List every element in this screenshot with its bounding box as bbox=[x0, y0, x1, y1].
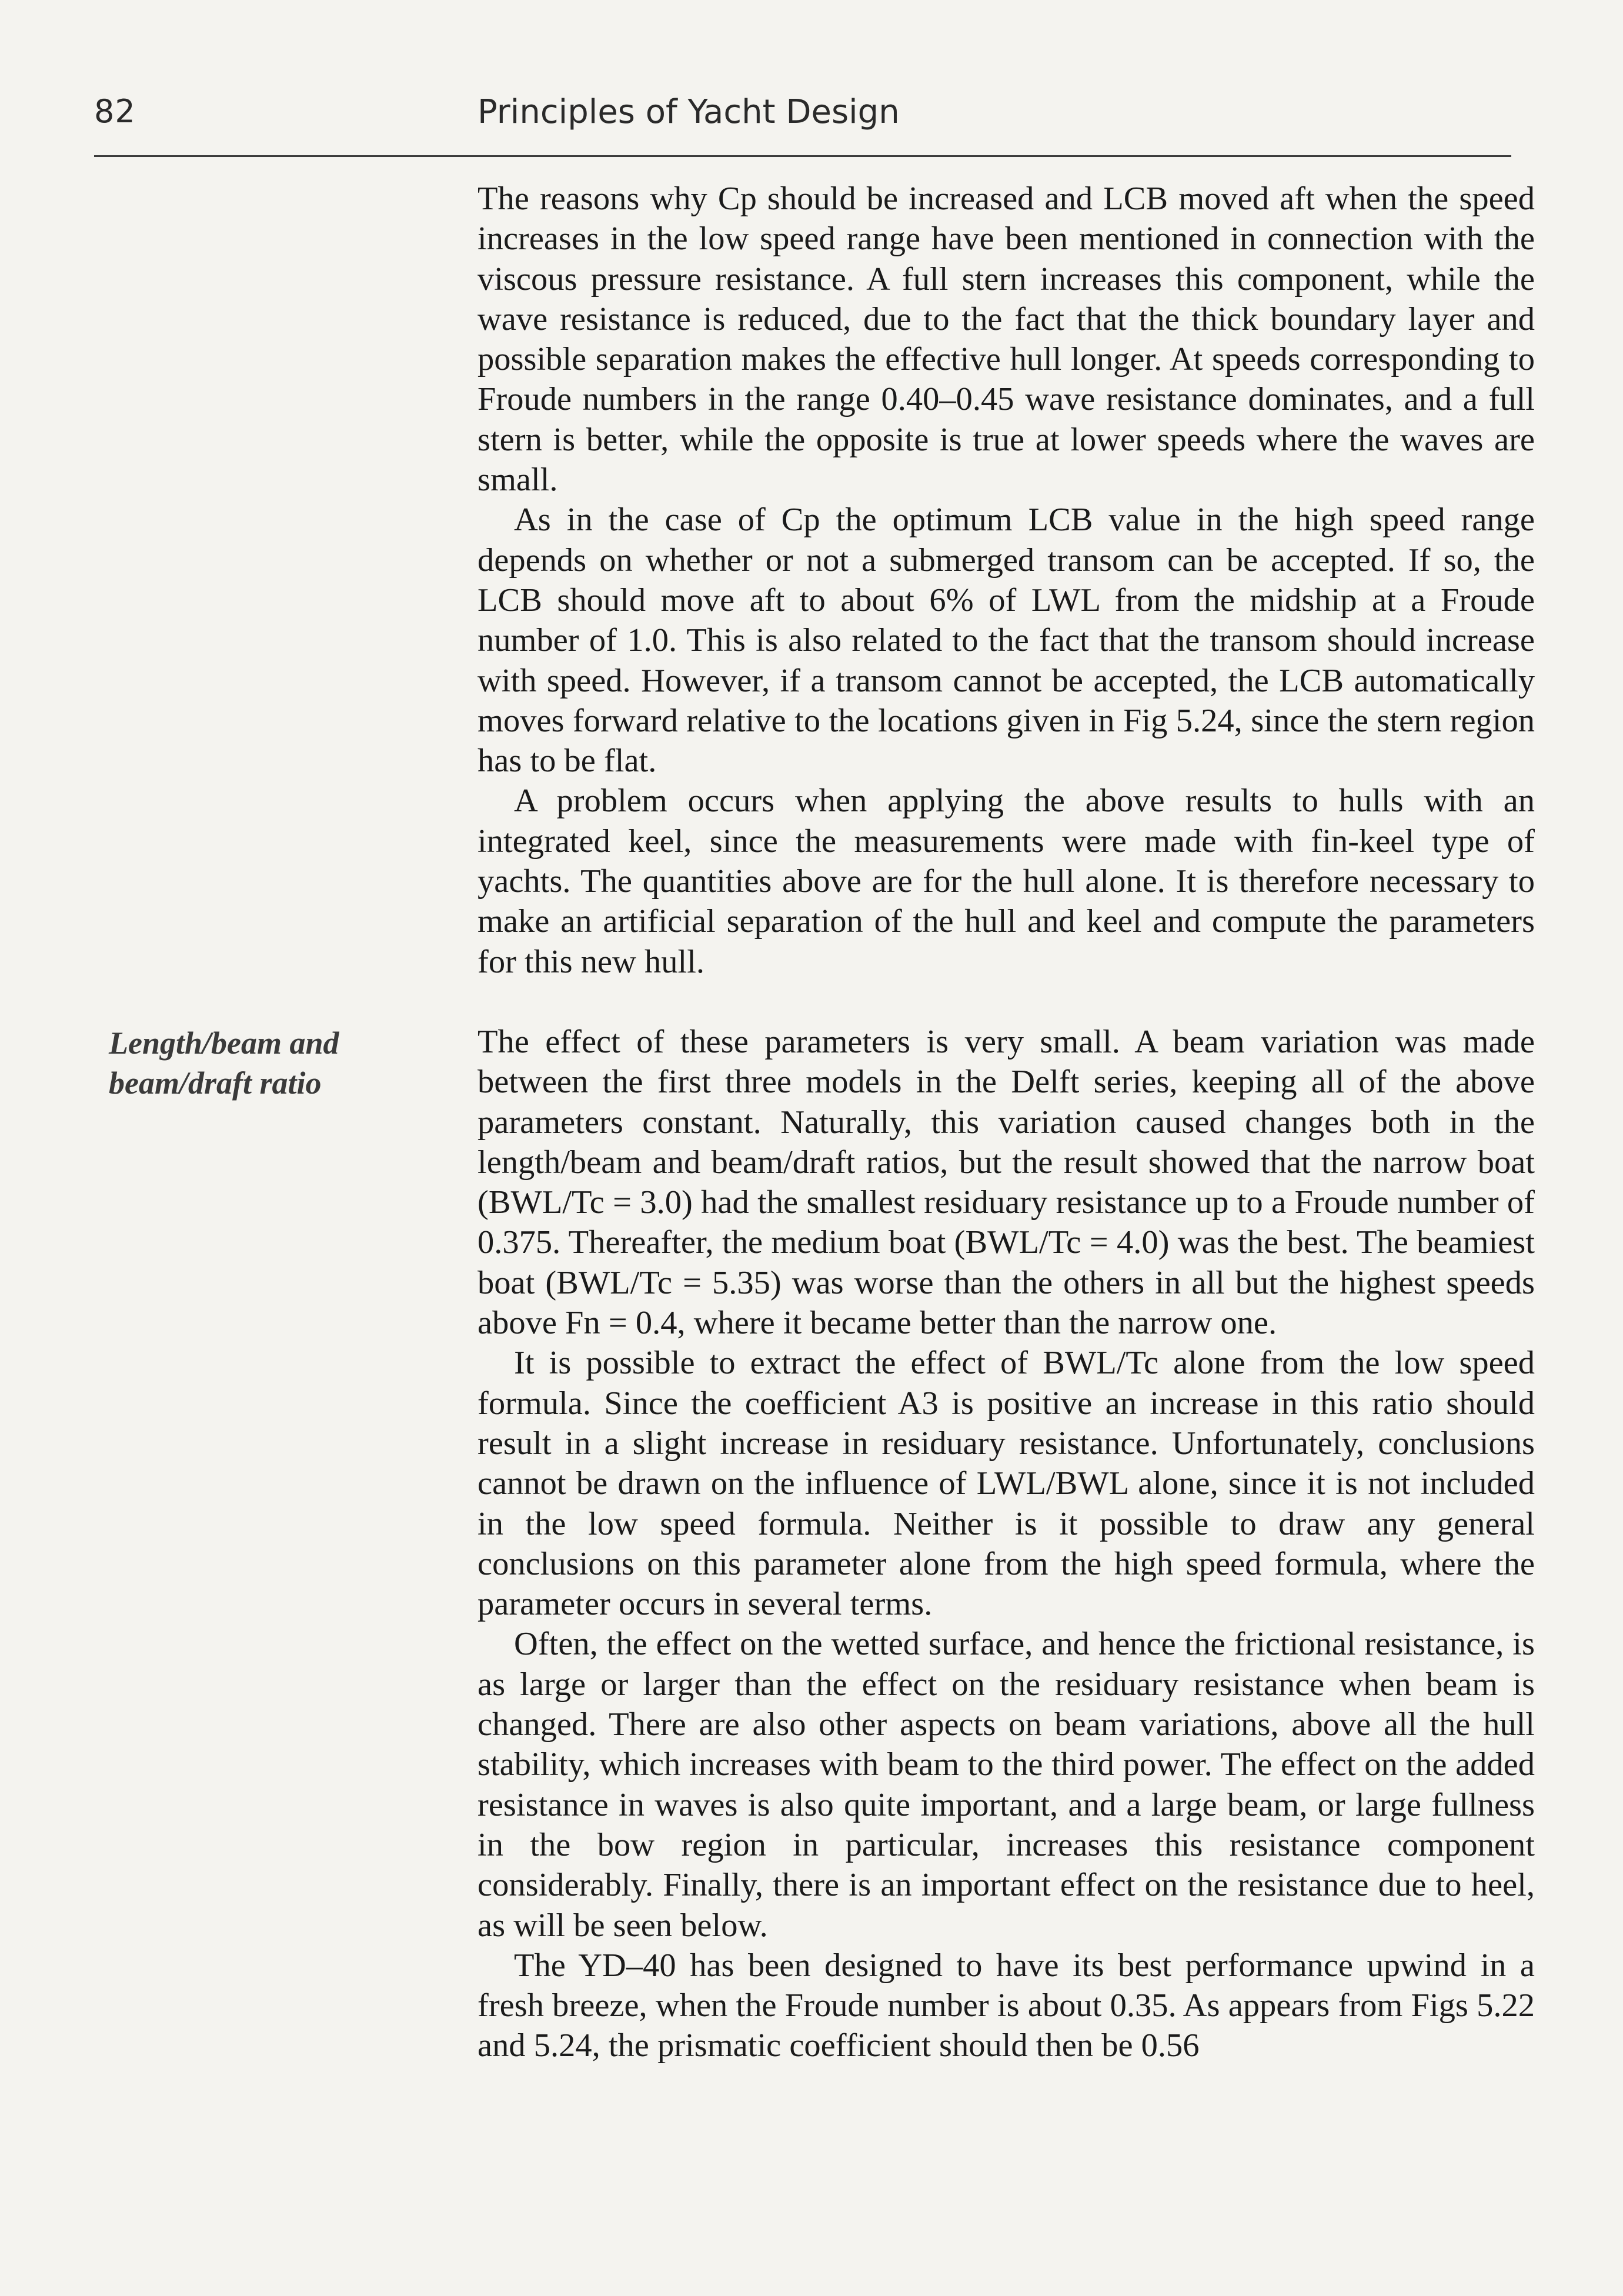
paragraph: The reasons why Cp should be increased and LCB moved aft when the speed increases in the low speed range have been mentioned in connection with the viscous pressure resistance. A full stern increases this component, while the wave resistance is reduced, due to the fact that the thick boundary layer and possible separation makes the effective hull longer. At speeds corresponding to Froude numbers in the range 0.40–0.45 wave resistance dominates, and a full stern is better, while the opposite is true at lower speeds where the waves are small. bbox=[477, 181, 1535, 499]
page-header bbox=[0, 0, 1623, 159]
paragraph: It is possible to extract the effect of BWL/Tc alone from the low speed formula. Since the coefficient A3 is positive an increase in this ratio should result in a slight increase in residuary resistance. Unfortunately, conclusions cannot be drawn on the influence of LWL/BWL alone, since it is not included in the low speed formula. Neither is it possible to draw any general conclusions on this parameter alone from the high speed formula, where the parameter occurs in several terms. bbox=[477, 1345, 1535, 1623]
paragraph: The YD–40 has been designed to have its best performance upwind in a fresh breeze, when the Froude number is about 0.35. As appears from Figs 5.22 and 5.24, the prismatic coefficient should then be 0.56 bbox=[477, 1947, 1535, 2064]
side-heading-length-beam bbox=[109, 1023, 438, 1103]
paragraph: As in the case of Cp the optimum LCB value in the high speed range depends on whether or not a submerged transom can be accepted. If so, the LCB should move aft to about 6% of LWL from the midship at a Froude number of 1.0. This is also related to the fact that the transom should increase with speed. However, if a transom cannot be accepted, the LCB automatically moves forward relative to the locations given in Fig 5.24, since the stern region has to be flat. bbox=[477, 502, 1535, 780]
running-title: Principles of Yacht Design bbox=[477, 93, 900, 131]
page-number: 82 bbox=[94, 93, 136, 130]
side-heading-line: Length/beam and bbox=[109, 1025, 339, 1061]
side-heading-line: beam/draft ratio bbox=[109, 1065, 322, 1101]
paragraph: Often, the effect on the wetted surface, and hence the frictional resistance, is as large or larger than the effect on the residuary resistance when beam is changed. There are also other aspects on beam variations, above all the hull stability, which increases with beam to the third power. The effect on the added resistance in waves is also quite important, and a large beam, or large fullness in the bow region in particular, increases this resistance component considerably. Finally, there is an important effect on the resistance due to heel, as will be seen below. bbox=[477, 1626, 1535, 1944]
section-lcb-text bbox=[477, 179, 1535, 982]
section-length-beam-text bbox=[477, 1022, 1535, 2066]
header-rule bbox=[94, 155, 1511, 157]
paragraph: The effect of these parameters is very small. A beam variation was made between the first three models in the Delft series, keeping all of the above parameters constant. Naturally, this variation caused changes both in the length/beam and beam/draft ratios, but the result showed that the narrow boat (BWL/Tc = 3.0) had the smallest residuary resistance up to a Froude number of 0.375. Thereafter, the medium boat (BWL/Tc = 4.0) was the best. The beamiest boat (BWL/Tc = 5.35) was worse than the others in all but the highest speeds above Fn = 0.4, where it became better than the narrow one. bbox=[477, 1024, 1535, 1342]
paragraph: A problem occurs when applying the above results to hulls with an integrated keel, since the measurements were made with fin-keel type of yachts. The quantities above are for the hull alone. It is therefore necessary to make an artificial separation of the hull and keel and compute the parameters for this new hull. bbox=[477, 783, 1535, 980]
